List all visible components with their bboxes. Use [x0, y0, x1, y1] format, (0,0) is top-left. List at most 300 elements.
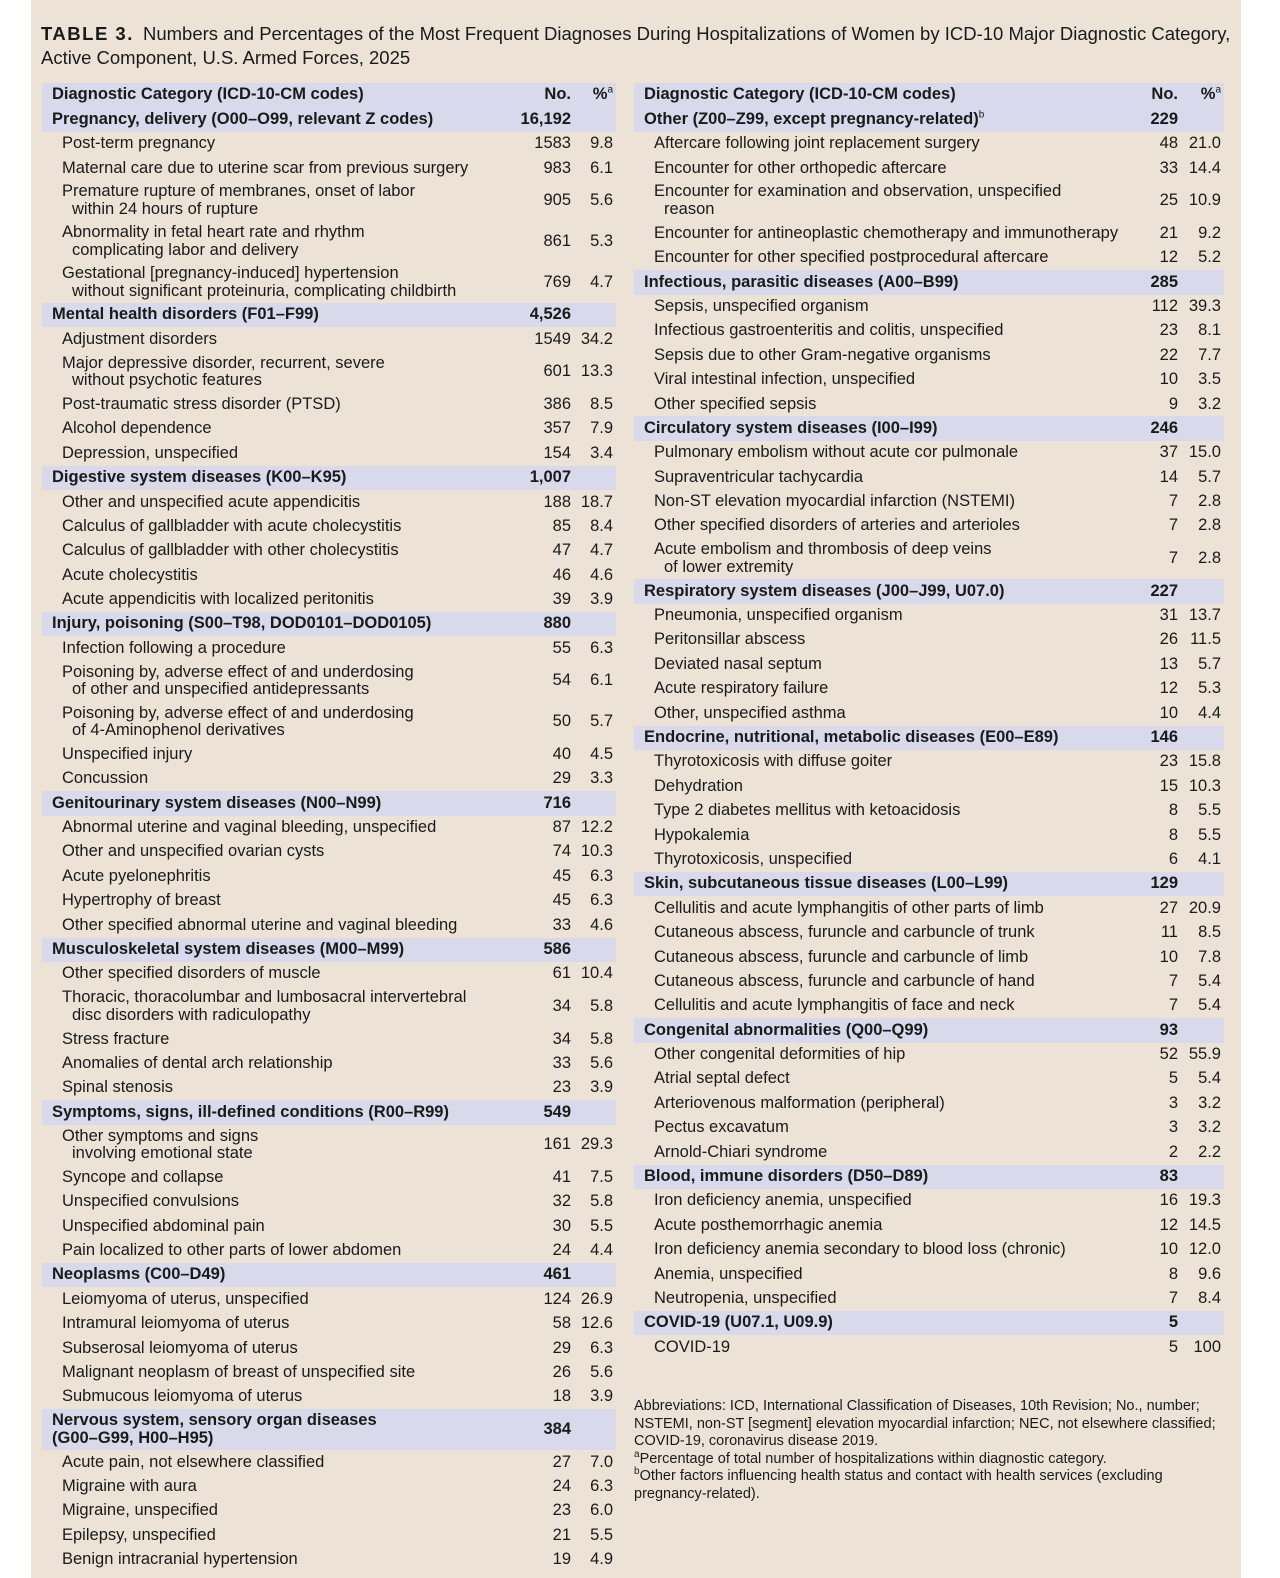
diagnosis-percent: 7.0 [590, 1452, 613, 1471]
diagnosis-row [634, 799, 1224, 823]
diagnosis-label-text: Iron deficiency anemia secondary to blood loss (chronic) [654, 1240, 1066, 1259]
diagnosis-label-text-line2: complicating labor and delivery [72, 240, 299, 259]
diagnosis-label [42, 1165, 512, 1189]
category-total: 4,526 [512, 303, 571, 327]
diagnosis-count: 12 [1159, 679, 1178, 698]
diagnosis-percent: 6.3 [590, 1338, 613, 1357]
diagnosis-row [42, 441, 616, 465]
diagnosis-percent: 3.2 [1198, 1118, 1221, 1137]
diagnosis-row [42, 1027, 616, 1051]
diagnosis-label-text: Acute embolism and thrombosis of deep veins [654, 540, 992, 559]
diagnosis-label [634, 295, 1121, 319]
diagnosis-count: 45 [552, 866, 571, 885]
diagnosis-row [42, 563, 616, 587]
diagnosis-label-text: Viral intestinal infection, unspecified [654, 370, 916, 389]
category-name-text-line2: (G00–G99, H00–H95) [52, 1428, 214, 1447]
category-percent-blank [571, 1100, 616, 1124]
column-header-row [42, 83, 616, 107]
diagnosis-count: 45 [552, 891, 571, 910]
diagnosis-label-text: Syncope and collapse [62, 1167, 224, 1186]
diagnosis-label-text: Other specified disorders of muscle [62, 964, 321, 983]
diagnosis-count: 55 [552, 638, 571, 657]
diagnosis-row [42, 1214, 616, 1238]
diagnosis-count: 27 [552, 1452, 571, 1471]
category-name-text: Other (Z00–Z99, except pregnancy-related) [644, 109, 979, 128]
diagnosis-row [634, 490, 1224, 514]
diagnosis-count: 11 [1160, 923, 1178, 942]
diagnosis-label [42, 889, 512, 913]
diagnosis-label-text: Pulmonary embolism without acute cor pulmonale [654, 443, 1019, 462]
diagnosis-row [634, 319, 1224, 343]
diagnosis-row [634, 1091, 1224, 1115]
diagnosis-count: 386 [543, 394, 571, 413]
diagnosis-label-text: Other specified disorders of arteries and arterioles [654, 516, 1020, 535]
diagnosis-label-text-line2: within 24 hours of rupture [72, 199, 259, 218]
diagnosis-percent: 6.1 [590, 671, 613, 690]
diagnosis-label-text: Maternal care due to uterine scar from previous surgery [62, 158, 469, 177]
diagnosis-label-text: Post-term pregnancy [62, 134, 216, 153]
category-name-text: Digestive system diseases (K00–K95) [52, 468, 347, 487]
diagnosis-percent: 4.4 [1198, 703, 1221, 722]
diagnosis-percent: 10.4 [580, 964, 613, 983]
diagnosis-label-text: Non-ST elevation myocardial infarction (NSTEMI) [654, 492, 1015, 511]
diagnosis-label-text: Other congenital deformities of hip [654, 1045, 906, 1064]
diagnosis-percent: 100 [1193, 1337, 1221, 1356]
diagnosis-label-text: Cutaneous abscess, furuncle and carbuncle of limb [654, 947, 1029, 966]
diagnosis-count: 112 [1151, 296, 1178, 315]
diagnosis-label [42, 1499, 512, 1523]
right-table [634, 83, 1224, 1360]
diagnosis-label [634, 1238, 1121, 1262]
table-title [41, 22, 1236, 70]
category-name-text: Endocrine, nutritional, metabolic diseases (E00–E89) [644, 728, 1059, 747]
diagnosis-count: 29 [552, 769, 571, 788]
diagnosis-count: 12 [1159, 1215, 1178, 1234]
diagnosis-percent: 39.3 [1188, 296, 1221, 315]
category-name-text: Musculoskeletal system diseases (M00–M99) [52, 939, 405, 958]
diagnosis-percent: 8.4 [590, 516, 613, 535]
category-total: 716 [512, 791, 571, 815]
diagnosis-count: 41 [552, 1167, 571, 1186]
diagnosis-count: 25 [1159, 191, 1178, 210]
diagnosis-label-text: Acute respiratory failure [654, 679, 829, 698]
diagnosis-row [634, 969, 1224, 993]
diagnosis-percent: 26.9 [580, 1289, 613, 1308]
diagnosis-row [634, 921, 1224, 945]
diagnosis-count: 54 [552, 671, 571, 690]
diagnosis-row [634, 677, 1224, 701]
diagnosis-label [634, 181, 1121, 222]
diagnosis-row [634, 1067, 1224, 1091]
diagnosis-percent: 55.9 [1188, 1045, 1221, 1064]
diagnosis-row [634, 1335, 1224, 1359]
column-header-category: Diagnostic Category (ICD-10-CM codes) [634, 83, 1121, 107]
diagnosis-percent: 3.4 [590, 443, 613, 462]
diagnosis-count: 18 [552, 1387, 571, 1406]
diagnosis-label-text: Acute posthemorrhagic anemia [654, 1215, 883, 1234]
category-row [42, 612, 616, 636]
diagnosis-count: 9 [1168, 394, 1178, 413]
diagnosis-label [42, 132, 512, 156]
diagnosis-label [42, 1027, 512, 1051]
diagnosis-count: 23 [1159, 752, 1178, 771]
category-name [42, 1409, 512, 1450]
diagnosis-percent: 6.3 [590, 638, 613, 657]
column-header-number: No. [512, 83, 571, 107]
diagnosis-percent: 5.3 [1198, 679, 1221, 698]
diagnosis-percent: 13.3 [580, 362, 613, 381]
diagnosis-percent: 19.3 [1188, 1191, 1221, 1210]
category-name [42, 466, 512, 490]
diagnosis-count: 32 [552, 1192, 571, 1211]
diagnosis-percent: 5.6 [590, 1053, 613, 1072]
diagnosis-label-text: Encounter for other orthopedic aftercare [654, 158, 947, 177]
diagnosis-label-text: Other specified abnormal uterine and vaginal bleeding [62, 915, 458, 934]
diagnosis-label-text: Pectus excavatum [654, 1118, 789, 1137]
diagnosis-label-text: Peritonsillar abscess [654, 630, 806, 649]
diagnosis-percent: 3.9 [590, 1078, 613, 1097]
diagnosis-label-text: Unspecified abdominal pain [62, 1216, 265, 1235]
diagnosis-label-text: Hypokalemia [654, 825, 750, 844]
diagnosis-percent: 15.8 [1188, 752, 1221, 771]
diagnosis-row [634, 514, 1224, 538]
table-caption: Numbers and Percentages of the Most Frequent Diagnoses During Hospitalizations of Women by ICD-10 Major Diagnostic Category, Active Component, U.S. Armed Forces, 2025 [41, 23, 1231, 68]
diagnosis-label-text-line2: reason [664, 199, 715, 218]
diagnosis-label-text: Iron deficiency anemia, unspecified [654, 1191, 912, 1210]
category-name-text: Pregnancy, delivery (O00–O99, relevant Z codes) [52, 109, 434, 128]
diagnosis-row [42, 490, 616, 514]
category-name-text: COVID-19 (U07.1, U09.9) [644, 1313, 833, 1332]
diagnosis-label-text: Anemia, unspecified [654, 1264, 803, 1283]
diagnosis-label [42, 1450, 512, 1474]
diagnosis-label-text: Arteriovenous malformation (peripheral) [654, 1093, 945, 1112]
diagnosis-count: 769 [543, 272, 571, 291]
diagnosis-percent: 9.2 [1198, 223, 1221, 242]
diagnosis-row [42, 1165, 616, 1189]
diagnosis-count: 24 [552, 1477, 571, 1496]
column-header-percent-mark: a [1215, 84, 1221, 96]
diagnosis-label [634, 1116, 1121, 1140]
diagnosis-row [42, 767, 616, 791]
category-percent-blank [571, 303, 616, 327]
diagnosis-percent: 4.6 [590, 565, 613, 584]
category-name [634, 416, 1121, 440]
diagnosis-label [634, 969, 1121, 993]
category-percent-blank [571, 466, 616, 490]
diagnosis-count: 905 [543, 191, 571, 210]
column-header-percent [571, 83, 616, 107]
diagnosis-percent: 2.8 [1198, 549, 1221, 568]
diagnosis-label [42, 1076, 512, 1100]
column-header-number: No. [1121, 83, 1178, 107]
diagnosis-label [42, 1239, 512, 1263]
diagnosis-row [634, 1262, 1224, 1286]
diagnosis-count: 24 [552, 1241, 571, 1260]
diagnosis-label-text: Spinal stenosis [62, 1078, 173, 1097]
diagnosis-label-text: Migraine with aura [62, 1477, 197, 1496]
diagnosis-count: 6 [1168, 849, 1178, 868]
diagnosis-label-text: Unspecified injury [62, 744, 193, 763]
diagnosis-percent: 5.7 [590, 712, 613, 731]
diagnosis-count: 40 [552, 744, 571, 763]
diagnosis-percent: 4.4 [590, 1241, 613, 1260]
footnote-a-mark: a [634, 1448, 640, 1460]
diagnosis-label [42, 636, 512, 660]
category-name [42, 303, 512, 327]
diagnosis-label [42, 1361, 512, 1385]
diagnosis-row [634, 994, 1224, 1018]
diagnosis-label [42, 1336, 512, 1360]
diagnosis-count: 5 [1168, 1337, 1178, 1356]
diagnosis-count: 26 [1159, 630, 1178, 649]
diagnosis-count: 48 [1159, 134, 1178, 153]
diagnosis-row [634, 1043, 1224, 1067]
category-name [634, 579, 1121, 603]
diagnosis-label-text-line2: disc disorders with radiculopathy [72, 1005, 311, 1024]
diagnosis-label-text: Other and unspecified ovarian cysts [62, 842, 325, 861]
diagnosis-percent: 8.5 [590, 394, 613, 413]
diagnosis-percent: 10.9 [1188, 191, 1221, 210]
diagnosis-label [634, 652, 1121, 676]
diagnosis-count: 188 [543, 492, 571, 511]
diagnosis-row [42, 913, 616, 937]
diagnosis-count: 3 [1168, 1093, 1178, 1112]
left-table [42, 83, 616, 1572]
diagnosis-percent: 29.3 [580, 1135, 613, 1154]
diagnosis-label [42, 702, 512, 743]
category-row [634, 1165, 1224, 1189]
diagnosis-label-text: Acute pyelonephritis [62, 866, 211, 885]
diagnosis-label [634, 1140, 1121, 1164]
diagnosis-percent: 5.6 [590, 191, 613, 210]
diagnosis-percent: 6.3 [590, 866, 613, 885]
diagnosis-row [42, 661, 616, 702]
diagnosis-label-text: Neutropenia, unspecified [654, 1289, 837, 1307]
diagnosis-row [634, 465, 1224, 489]
diagnosis-count: 74 [552, 842, 571, 861]
diagnosis-row [634, 1189, 1224, 1213]
diagnosis-row [42, 262, 616, 303]
diagnosis-label-text: Encounter for antineoplastic chemotherapy and immunotherapy [654, 223, 1119, 242]
category-total: 83 [1121, 1165, 1178, 1189]
diagnosis-row [634, 1287, 1224, 1311]
category-total: 384 [512, 1409, 571, 1450]
diagnosis-count: 357 [543, 419, 571, 438]
diagnosis-label [634, 848, 1121, 872]
category-name-text: Infectious, parasitic diseases (A00–B99) [644, 272, 959, 291]
diagnosis-count: 30 [552, 1216, 571, 1235]
diagnosis-label-text: Other specified sepsis [654, 394, 817, 413]
footnote-a-text: Percentage of total number of hospitalizations within diagnostic category. [639, 1450, 1107, 1467]
diagnosis-percent: 2.8 [1198, 492, 1221, 511]
diagnosis-label-text: Acute cholecystitis [62, 565, 198, 584]
diagnosis-row [42, 864, 616, 888]
diagnosis-label [42, 1287, 512, 1311]
diagnosis-row [42, 1190, 616, 1214]
diagnosis-label [42, 1548, 512, 1572]
diagnosis-label-text: Cellulitis and acute lymphangitis of face and neck [654, 996, 1015, 1015]
category-row [42, 791, 616, 815]
diagnosis-percent: 3.9 [590, 1387, 613, 1406]
diagnosis-label-text: Cutaneous abscess, furuncle and carbuncle of trunk [654, 923, 1035, 942]
diagnosis-label-text: Type 2 diabetes mellitus with ketoacidosis [654, 801, 961, 820]
category-total: 227 [1121, 579, 1178, 603]
diagnosis-percent: 4.9 [590, 1550, 613, 1569]
diagnosis-percent: 5.4 [1198, 996, 1221, 1015]
diagnosis-label-text: Infectious gastroenteritis and colitis, unspecified [654, 321, 1004, 340]
diagnosis-percent: 5.8 [590, 1029, 613, 1048]
diagnosis-label-text: Other symptoms and signs [62, 1126, 259, 1145]
diagnosis-row [42, 1239, 616, 1263]
diagnosis-percent: 15.0 [1188, 443, 1221, 462]
category-row [42, 1409, 616, 1450]
category-total: 880 [512, 612, 571, 636]
diagnosis-label [42, 490, 512, 514]
diagnosis-label [42, 441, 512, 465]
diagnosis-row [634, 750, 1224, 774]
diagnosis-count: 33 [552, 915, 571, 934]
diagnosis-row [42, 588, 616, 612]
category-row [42, 1263, 616, 1287]
diagnosis-label [42, 1052, 512, 1076]
diagnosis-row [634, 392, 1224, 416]
diagnosis-label-text: Poisoning by, adverse effect of and underdosing [62, 703, 414, 722]
diagnosis-label [42, 661, 512, 702]
diagnosis-label-text: Thyrotoxicosis with diffuse goiter [654, 752, 893, 771]
category-name [42, 107, 512, 131]
diagnosis-label [634, 921, 1121, 945]
diagnosis-label-text: Concussion [62, 769, 149, 788]
diagnosis-percent: 4.6 [590, 915, 613, 934]
category-row [634, 107, 1224, 131]
diagnosis-label [42, 816, 512, 840]
category-name-text: Skin, subcutaneous tissue diseases (L00–L99) [644, 874, 1009, 893]
column-header-percent-label: % [1200, 85, 1216, 104]
diagnosis-row [42, 132, 616, 156]
diagnosis-row [42, 1361, 616, 1385]
category-total: 1,007 [512, 466, 571, 490]
diagnosis-label [634, 156, 1121, 180]
footnote-b-mark: b [634, 1466, 640, 1478]
diagnosis-label-text: Pneumonia, unspecified organism [654, 606, 903, 625]
diagnosis-label [42, 742, 512, 766]
diagnosis-label-text: Acute pain, not elsewhere classified [62, 1452, 325, 1471]
diagnosis-label-text: Intramural leiomyoma of uterus [62, 1314, 290, 1333]
table-label: TABLE 3. [41, 23, 134, 44]
diagnosis-label [42, 221, 512, 262]
diagnosis-percent: 12.0 [1188, 1240, 1221, 1259]
category-name-text: Congenital abnormalities (Q00–Q99) [644, 1020, 929, 1039]
category-total: 93 [1121, 1018, 1178, 1042]
category-name [634, 107, 1121, 131]
diagnosis-percent: 7.9 [590, 419, 613, 438]
category-row [42, 466, 616, 490]
diagnosis-count: 21 [1159, 223, 1178, 242]
diagnosis-percent: 13.7 [1188, 606, 1221, 625]
diagnosis-percent: 3.9 [590, 590, 613, 609]
diagnosis-row [42, 636, 616, 660]
category-row [42, 1100, 616, 1124]
category-total: 461 [512, 1263, 571, 1287]
diagnosis-label [634, 246, 1121, 270]
column-header-percent [1178, 83, 1224, 107]
diagnosis-label-text: Major depressive disorder, recurrent, severe [62, 353, 385, 372]
diagnosis-count: 23 [552, 1501, 571, 1520]
diagnosis-count: 12 [1159, 248, 1178, 267]
category-name [634, 726, 1121, 750]
diagnosis-label [634, 514, 1121, 538]
diagnosis-row [42, 1287, 616, 1311]
diagnosis-count: 124 [543, 1289, 571, 1308]
diagnosis-percent: 5.5 [1198, 825, 1221, 844]
diagnosis-row [42, 962, 616, 986]
diagnosis-row [634, 896, 1224, 920]
diagnosis-label [42, 913, 512, 937]
diagnosis-label [634, 750, 1121, 774]
category-row [634, 270, 1224, 294]
diagnosis-count: 34 [552, 996, 571, 1015]
diagnosis-percent: 20.9 [1188, 898, 1221, 917]
diagnosis-label-text: Calculus of gallbladder with other cholecystitis [62, 541, 399, 560]
diagnosis-count: 10 [1159, 703, 1178, 722]
diagnosis-row [42, 702, 616, 743]
diagnosis-label-text: Aftercare following joint replacement surgery [654, 134, 980, 153]
diagnosis-label-text: Depression, unspecified [62, 443, 239, 462]
diagnosis-label-text: Premature rupture of membranes, onset of labor [62, 182, 416, 201]
category-percent-blank [1178, 726, 1224, 750]
diagnosis-label-text: Encounter for other specified postprocedural aftercare [654, 248, 1049, 267]
abbreviations-note: Abbreviations: ICD, International Classification of Diseases, 10th Revision; No., number; NSTEMI, non-ST [segment] elevation myocardial infarction; NEC, not elsewhere classified; COVID-19, coronavirus disease 2019. [634, 1398, 1216, 1449]
diagnosis-label [42, 1523, 512, 1547]
diagnosis-row [42, 221, 616, 262]
diagnosis-percent: 18.7 [580, 492, 613, 511]
category-total: 586 [512, 938, 571, 962]
diagnosis-count: 7 [1168, 516, 1178, 535]
diagnosis-label [634, 628, 1121, 652]
category-percent-blank [1178, 1018, 1224, 1042]
category-name [42, 1263, 512, 1287]
category-total: 549 [512, 1100, 571, 1124]
category-percent-blank [1178, 1311, 1224, 1335]
category-percent-blank [571, 1263, 616, 1287]
category-total: 146 [1121, 726, 1178, 750]
diagnosis-label-text: Malignant neoplasm of breast of unspecified site [62, 1363, 416, 1382]
diagnosis-row [634, 652, 1224, 676]
diagnosis-percent: 2.8 [1198, 516, 1221, 535]
diagnosis-label [634, 1043, 1121, 1067]
diagnosis-label-text: Pain localized to other parts of lower abdomen [62, 1241, 402, 1260]
diagnosis-count: 161 [543, 1135, 571, 1154]
diagnosis-count: 37 [1159, 443, 1178, 462]
diagnosis-percent: 8.1 [1198, 321, 1221, 340]
diagnosis-label [42, 156, 512, 180]
diagnosis-percent: 10.3 [1188, 776, 1221, 795]
diagnosis-label [42, 262, 512, 303]
diagnosis-count: 26 [552, 1363, 571, 1382]
diagnosis-label [42, 864, 512, 888]
diagnosis-count: 8 [1168, 801, 1178, 820]
diagnosis-count: 31 [1159, 606, 1178, 625]
diagnosis-percent: 21.0 [1188, 134, 1221, 153]
diagnosis-count: 46 [552, 565, 571, 584]
diagnosis-label [42, 539, 512, 563]
footnotes [634, 1398, 1224, 1503]
diagnosis-label [42, 962, 512, 986]
diagnosis-label-text-line2: of lower extremity [664, 557, 794, 576]
diagnosis-label [634, 343, 1121, 367]
diagnosis-label [634, 896, 1121, 920]
diagnosis-count: 47 [552, 541, 571, 560]
